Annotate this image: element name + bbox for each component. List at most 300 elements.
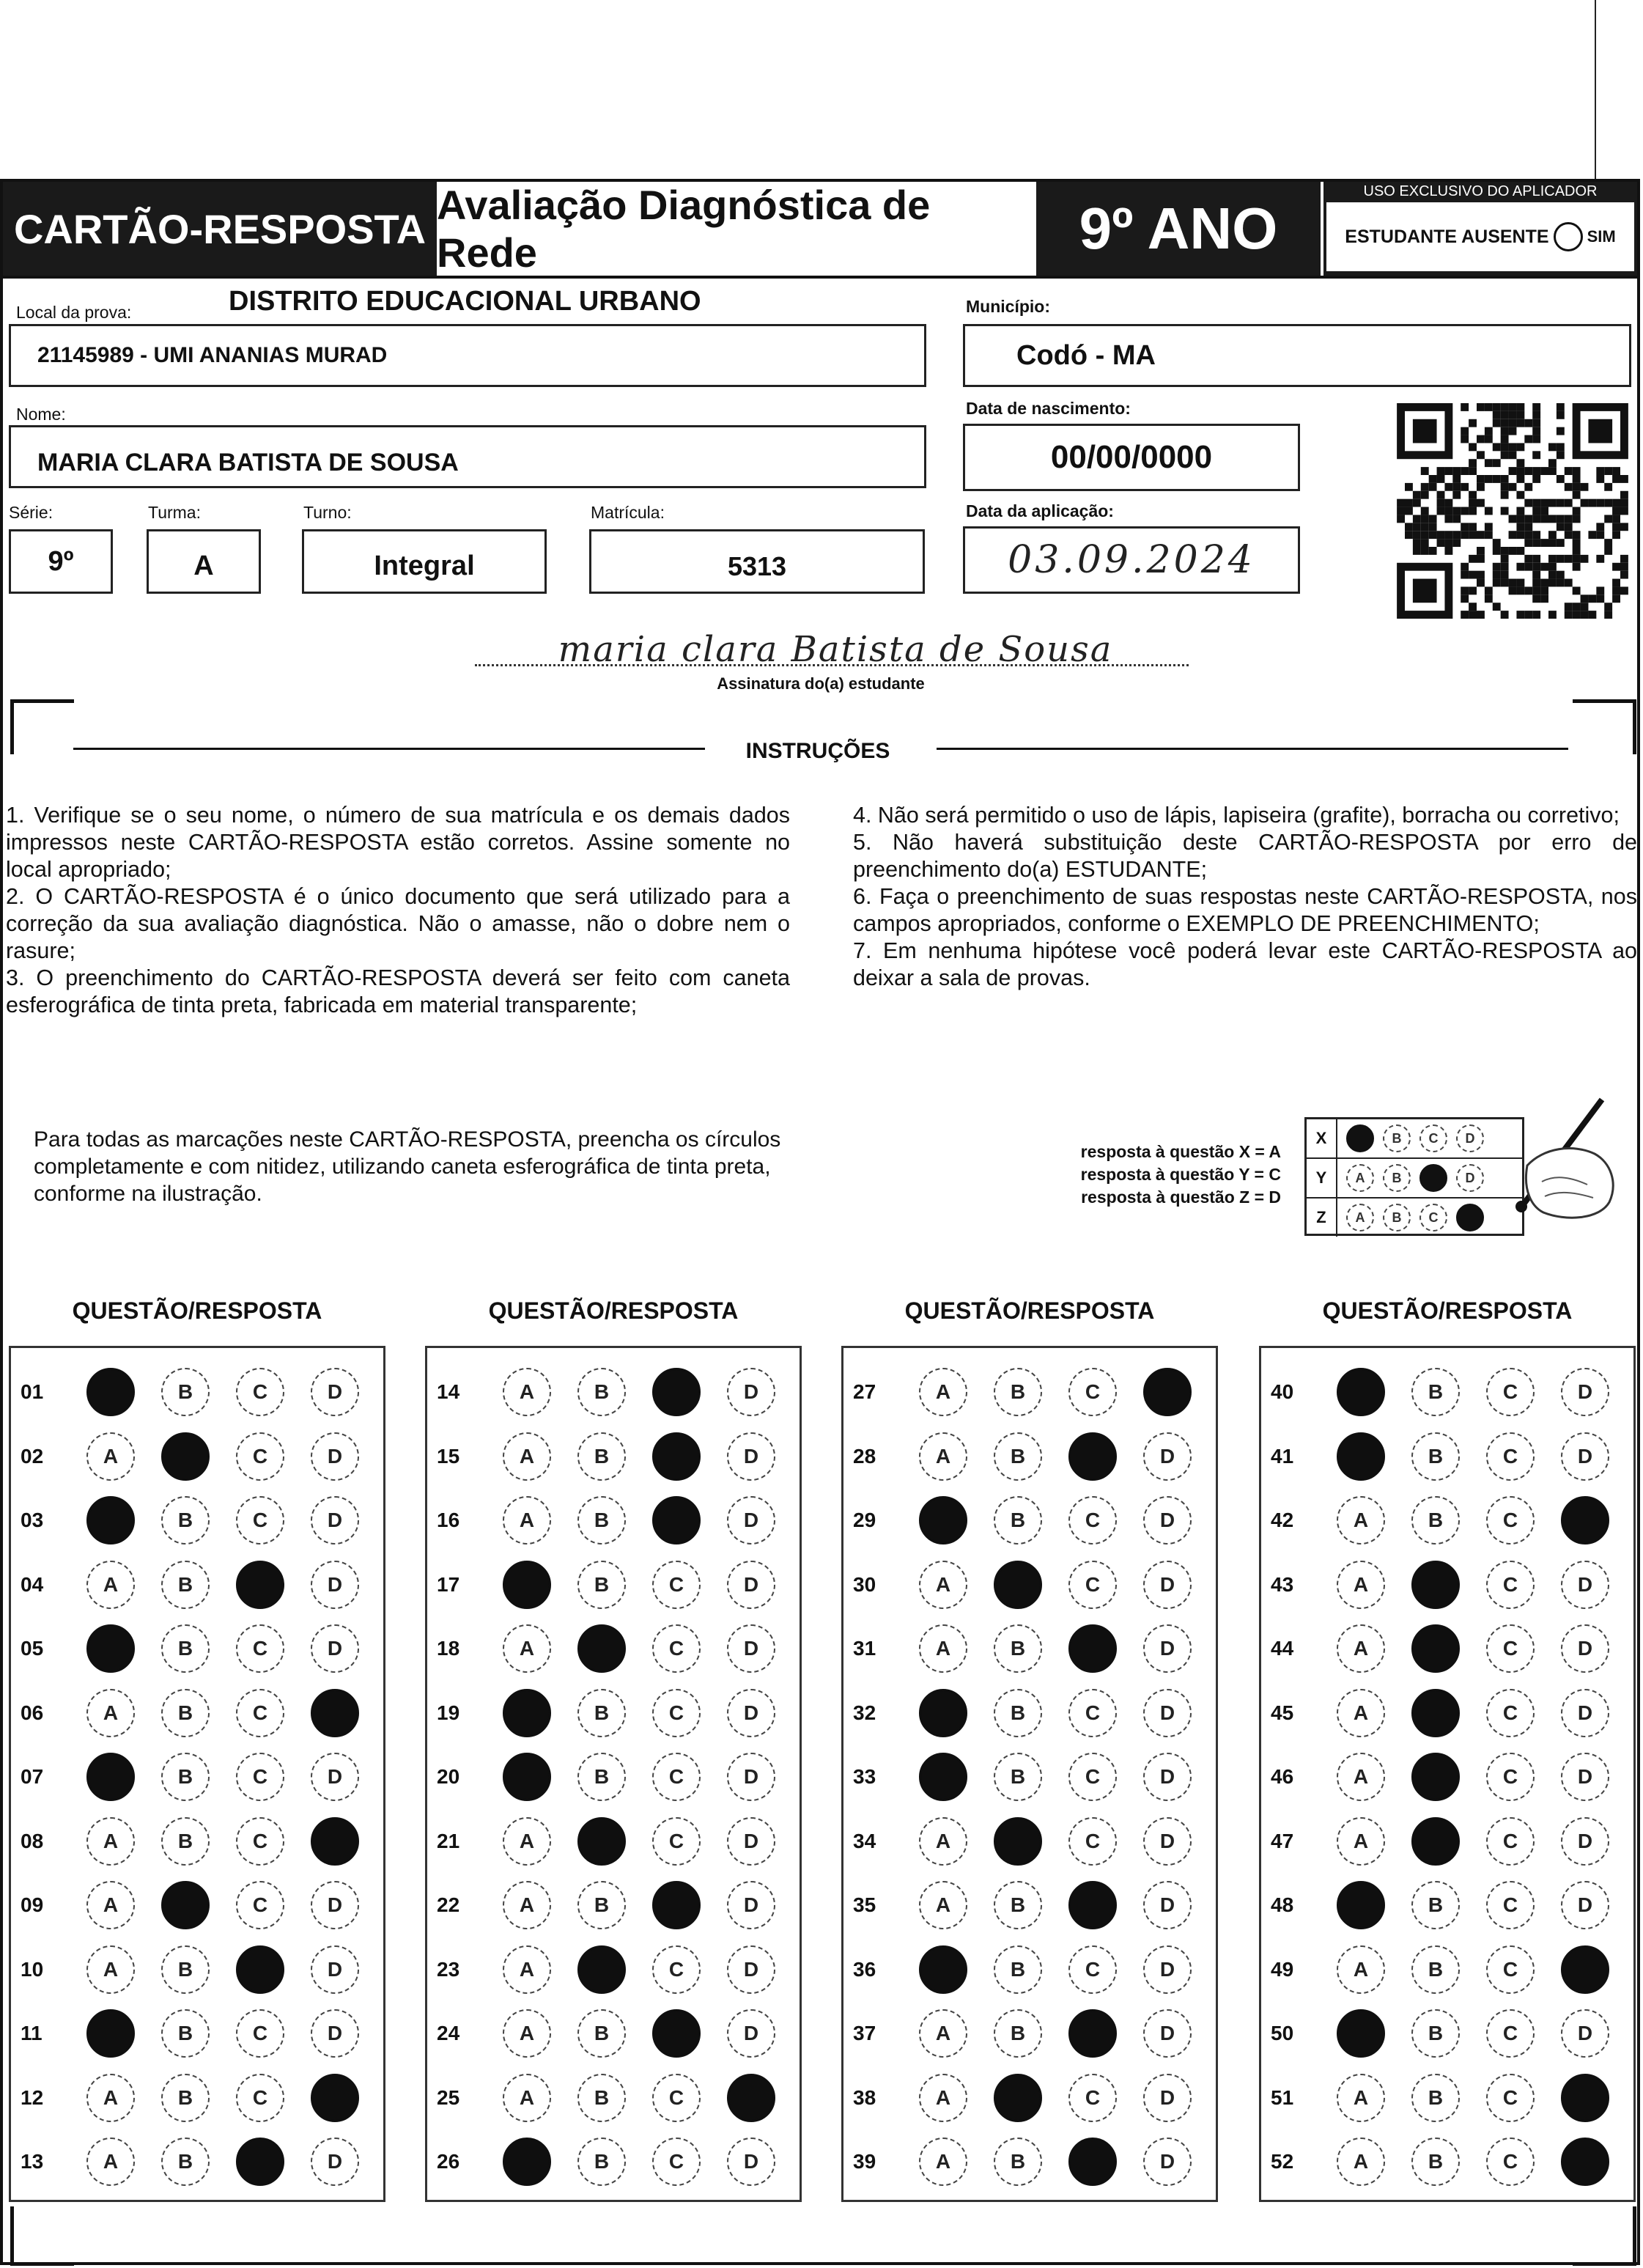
answer-bubble-a[interactable]: A: [503, 1881, 551, 1929]
answer-bubble-a[interactable]: [503, 1689, 551, 1737]
answer-bubble-d[interactable]: [1561, 1496, 1609, 1544]
answer-bubble-b[interactable]: [1411, 1561, 1460, 1609]
answer-bubble-d[interactable]: D: [311, 1624, 359, 1673]
answer-bubble-d[interactable]: [1561, 2074, 1609, 2122]
answer-bubble-d[interactable]: D: [311, 1881, 359, 1929]
answer-bubble-c[interactable]: C: [236, 1432, 284, 1481]
instruction-item: 7. Em nenhuma hipótese você poderá levar este CARTÃO-RESPOSTA ao deixar a sala de provas.: [853, 938, 1637, 990]
answer-bubble-c[interactable]: C: [236, 1881, 284, 1929]
answer-bubble-c[interactable]: [652, 1368, 701, 1416]
answer-bubble-d[interactable]: D: [727, 1753, 775, 1801]
answer-bubble-c[interactable]: C: [236, 1624, 284, 1673]
question-row: [853, 1751, 1208, 1803]
question-number: 28: [853, 1444, 876, 1468]
answer-bubble-b[interactable]: [1411, 1624, 1460, 1673]
corner-top-left: [10, 699, 74, 754]
answer-bubble-c[interactable]: C: [1486, 1881, 1535, 1929]
answer-bubble-d[interactable]: D: [311, 1561, 359, 1609]
answer-bubble-b[interactable]: B: [994, 1945, 1042, 1994]
question-number: 01: [21, 1380, 44, 1403]
answer-bubble-d[interactable]: D: [1561, 1368, 1609, 1416]
example-bubble-a: A: [1346, 1204, 1374, 1231]
answer-bubble-d[interactable]: D: [1561, 1817, 1609, 1866]
answer-bubble-a[interactable]: A: [503, 1945, 551, 1994]
question-row: [853, 2136, 1208, 2187]
answer-bubble-c[interactable]: C: [1486, 1817, 1535, 1866]
answer-bubble-c[interactable]: C: [652, 1817, 701, 1866]
answer-bubble-c[interactable]: C: [236, 1817, 284, 1866]
answer-bubble-c[interactable]: C: [652, 1689, 701, 1737]
question-number: 49: [1271, 1957, 1294, 1981]
question-row: [21, 1751, 375, 1803]
answer-bubble-d[interactable]: D: [727, 1368, 775, 1416]
answer-bubble-d[interactable]: D: [311, 1753, 359, 1801]
question-number: 03: [21, 1509, 44, 1531]
serie-label: Série:: [9, 503, 53, 522]
answer-bubble-a[interactable]: A: [1337, 2074, 1385, 2122]
answer-bubble-b[interactable]: B: [1411, 1432, 1460, 1481]
answer-bubble-c[interactable]: C: [1068, 1753, 1117, 1801]
answer-bubble-a[interactable]: A: [1337, 1945, 1385, 1994]
answer-bubble-d[interactable]: [1143, 1368, 1192, 1416]
answer-bubble-d[interactable]: [1561, 1945, 1609, 1994]
answer-bubble-b[interactable]: B: [577, 1689, 626, 1737]
answer-bubble-d[interactable]: D: [1143, 1561, 1192, 1609]
question-number: 17: [437, 1572, 460, 1596]
answer-bubble-a[interactable]: A: [86, 1945, 135, 1994]
question-row: [21, 1495, 375, 1546]
example-bubble-d: [1456, 1204, 1484, 1231]
answer-bubble-c[interactable]: C: [652, 1561, 701, 1609]
question-number: 08: [21, 1829, 44, 1852]
turma-label: Turma:: [148, 503, 201, 522]
example-row-label: Z: [1307, 1199, 1337, 1237]
local-value: 21145989 - UMI ANANIAS MURAD: [37, 343, 388, 367]
question-row: [853, 2008, 1208, 2059]
answer-bubble-a[interactable]: A: [1337, 1561, 1385, 1609]
absent-bubble[interactable]: [1554, 222, 1583, 251]
question-column-header: QUESTÃO/RESPOSTA: [488, 1297, 739, 1324]
answer-bubble-a[interactable]: A: [919, 1561, 967, 1609]
answer-bubble-a[interactable]: [503, 2138, 551, 2186]
answer-bubble-b[interactable]: [1411, 1753, 1460, 1801]
answer-bubble-a[interactable]: [1337, 2009, 1385, 2058]
answer-bubble-a[interactable]: A: [86, 2074, 135, 2122]
answer-bubble-b[interactable]: B: [161, 1368, 210, 1416]
question-row: [21, 1687, 375, 1739]
answer-bubble-b[interactable]: [994, 1561, 1042, 1609]
answer-bubble-b[interactable]: B: [994, 1624, 1042, 1673]
example-bubble-d: D: [1456, 1124, 1484, 1152]
answer-bubble-b[interactable]: B: [161, 2009, 210, 2058]
answer-bubble-c[interactable]: [1068, 2009, 1117, 2058]
answer-bubble-b[interactable]: [161, 1881, 210, 1929]
answer-bubble-a[interactable]: A: [919, 2009, 967, 2058]
answer-bubble-a[interactable]: A: [1337, 1753, 1385, 1801]
answer-bubble-c[interactable]: C: [236, 2074, 284, 2122]
question-row: [437, 2136, 791, 2187]
answer-bubble-c[interactable]: [652, 1432, 701, 1481]
answer-bubble-c[interactable]: [1068, 2138, 1117, 2186]
matricula-field: [589, 529, 925, 594]
answer-bubble-a[interactable]: A: [86, 1561, 135, 1609]
answer-bubble-c[interactable]: C: [1486, 1432, 1535, 1481]
question-number: 30: [853, 1572, 876, 1596]
answer-bubble-d[interactable]: D: [1561, 1689, 1609, 1737]
question-row: [437, 1751, 791, 1803]
answer-bubble-d[interactable]: D: [727, 2009, 775, 2058]
answer-bubble-a[interactable]: [86, 1753, 135, 1801]
answer-bubble-c[interactable]: C: [1486, 2138, 1535, 2186]
answer-bubble-a[interactable]: A: [503, 2009, 551, 2058]
matricula-value: 5313: [727, 551, 787, 581]
nome-field: [9, 425, 926, 488]
answer-bubble-b[interactable]: B: [994, 2009, 1042, 2058]
question-row: [21, 1623, 375, 1674]
answer-bubble-b[interactable]: B: [1411, 1945, 1460, 1994]
example-bubble-c: [1419, 1164, 1447, 1192]
answer-bubble-b[interactable]: B: [161, 1624, 210, 1673]
answer-bubble-b[interactable]: [577, 1817, 626, 1866]
answer-bubble-c[interactable]: [652, 2009, 701, 2058]
answer-bubble-c[interactable]: C: [652, 1624, 701, 1673]
question-number: 06: [21, 1701, 44, 1724]
answer-bubble-c[interactable]: C: [236, 1368, 284, 1416]
answer-bubble-b[interactable]: B: [1411, 1881, 1460, 1929]
question-row: [21, 1431, 375, 1482]
answer-bubble-c[interactable]: [236, 2138, 284, 2186]
answer-bubble-c[interactable]: C: [1068, 2074, 1117, 2122]
answer-bubble-d[interactable]: D: [311, 1496, 359, 1544]
answer-bubble-b[interactable]: B: [994, 1432, 1042, 1481]
answer-bubble-b[interactable]: B: [1411, 2138, 1460, 2186]
answer-bubble-d[interactable]: D: [1143, 1689, 1192, 1737]
answer-bubble-a[interactable]: A: [919, 1432, 967, 1481]
answer-bubble-b[interactable]: B: [161, 1817, 210, 1866]
answer-bubble-b[interactable]: B: [577, 1753, 626, 1801]
question-number: 12: [21, 2085, 44, 2109]
question-row: [1271, 2008, 1625, 2059]
answer-bubble-c[interactable]: C: [1068, 1496, 1117, 1544]
question-row: [437, 1944, 791, 1995]
question-row: [437, 1687, 791, 1739]
question-row: [437, 2072, 791, 2124]
answer-bubble-a[interactable]: [503, 1561, 551, 1609]
answer-bubble-a[interactable]: A: [86, 1817, 135, 1866]
answer-bubble-b[interactable]: B: [577, 1368, 626, 1416]
answer-bubble-c[interactable]: [652, 1496, 701, 1544]
answer-bubble-b[interactable]: B: [994, 1881, 1042, 1929]
question-row: [21, 1816, 375, 1867]
answer-bubble-a[interactable]: [1337, 1881, 1385, 1929]
answer-bubble-a[interactable]: [1337, 1368, 1385, 1416]
question-number: 37: [853, 2022, 876, 2044]
answer-bubble-a[interactable]: [919, 1689, 967, 1737]
nascimento-value: 00/00/0000: [1050, 439, 1213, 475]
matricula-label: Matrícula:: [591, 503, 665, 522]
answer-bubble-a[interactable]: [919, 1753, 967, 1801]
answer-bubble-d[interactable]: D: [1143, 1881, 1192, 1929]
question-number: 21: [437, 1829, 460, 1852]
answer-bubble-d[interactable]: D: [1561, 1624, 1609, 1673]
answer-bubble-b[interactable]: B: [577, 1432, 626, 1481]
answer-bubble-c[interactable]: C: [1068, 1368, 1117, 1416]
answer-bubble-d[interactable]: D: [727, 1624, 775, 1673]
answer-bubble-a[interactable]: A: [1337, 1624, 1385, 1673]
answer-bubble-b[interactable]: B: [1411, 1368, 1460, 1416]
answer-bubble-b[interactable]: B: [161, 2074, 210, 2122]
answer-bubble-b[interactable]: B: [1411, 1496, 1460, 1544]
question-number: 11: [21, 2022, 43, 2044]
answer-bubble-a[interactable]: A: [86, 1689, 135, 1737]
answer-bubble-b[interactable]: [1411, 1817, 1460, 1866]
answer-bubble-b[interactable]: B: [577, 2138, 626, 2186]
answer-bubble-d[interactable]: D: [1143, 1432, 1192, 1481]
answer-bubble-c[interactable]: C: [1486, 1624, 1535, 1673]
answer-bubble-c[interactable]: C: [1486, 1368, 1535, 1416]
answer-bubble-a[interactable]: [919, 1945, 967, 1994]
example-bubble-a: A: [1346, 1164, 1374, 1192]
question-row: [1271, 1431, 1625, 1482]
answer-bubble-a[interactable]: [86, 2009, 135, 2058]
answer-bubble-c[interactable]: C: [1486, 1496, 1535, 1544]
answer-bubble-a[interactable]: A: [503, 1496, 551, 1544]
answer-bubble-c[interactable]: [1068, 1624, 1117, 1673]
answer-bubble-a[interactable]: [86, 1496, 135, 1544]
question-number: 51: [1271, 2085, 1294, 2109]
answer-bubble-c[interactable]: C: [1486, 2074, 1535, 2122]
question-row: [21, 1944, 375, 1995]
question-number: 19: [437, 1701, 460, 1724]
answer-bubble-c[interactable]: C: [1486, 1689, 1535, 1737]
answer-bubble-b[interactable]: B: [161, 2138, 210, 2186]
answer-bubble-a[interactable]: A: [503, 1624, 551, 1673]
answer-bubble-b[interactable]: B: [994, 1689, 1042, 1737]
answer-bubble-c[interactable]: C: [1486, 2009, 1535, 2058]
aplicacao-value: 03.09.2024: [1008, 538, 1255, 582]
answer-bubble-d[interactable]: D: [727, 1945, 775, 1994]
answer-bubble-c[interactable]: C: [1068, 1945, 1117, 1994]
answer-bubble-b[interactable]: [994, 2074, 1042, 2122]
answer-bubble-a[interactable]: A: [86, 1432, 135, 1481]
answer-bubble-a[interactable]: A: [919, 2074, 967, 2122]
grade-title: 9º ANO: [1036, 182, 1321, 276]
question-row: [853, 2072, 1208, 2124]
answer-bubble-c[interactable]: C: [236, 2009, 284, 2058]
answer-bubble-d[interactable]: D: [727, 1561, 775, 1609]
answer-bubble-a[interactable]: A: [86, 2138, 135, 2186]
answer-bubble-d[interactable]: [727, 2074, 775, 2122]
answer-bubble-a[interactable]: A: [1337, 1817, 1385, 1866]
answer-bubble-b[interactable]: [161, 1432, 210, 1481]
answer-bubble-d[interactable]: D: [727, 1881, 775, 1929]
question-number: 24: [437, 2022, 460, 2044]
answer-bubble-c[interactable]: [1068, 1881, 1117, 1929]
answer-bubble-b[interactable]: B: [577, 2074, 626, 2122]
question-row: [21, 2072, 375, 2124]
answer-bubble-c[interactable]: [236, 1561, 284, 1609]
answer-bubble-d[interactable]: [311, 1817, 359, 1866]
question-number: 48: [1271, 1893, 1294, 1916]
answer-bubble-c[interactable]: C: [236, 1689, 284, 1737]
example-bubble-d: D: [1456, 1164, 1484, 1192]
question-row: [437, 1495, 791, 1546]
answer-bubble-d[interactable]: D: [311, 2009, 359, 2058]
question-number: 22: [437, 1893, 460, 1916]
answer-bubble-c[interactable]: C: [652, 2138, 701, 2186]
question-row: [1271, 1559, 1625, 1610]
question-number: 14: [437, 1380, 460, 1403]
answer-bubble-b[interactable]: B: [577, 1561, 626, 1609]
answer-bubble-d[interactable]: D: [1561, 1432, 1609, 1481]
district-name: DISTRITO EDUCACIONAL URBANO: [229, 286, 701, 317]
answer-bubble-a[interactable]: A: [919, 1624, 967, 1673]
answer-bubble-d[interactable]: D: [727, 1432, 775, 1481]
answer-bubble-a[interactable]: [1337, 1432, 1385, 1481]
answer-bubble-d[interactable]: D: [1561, 1561, 1609, 1609]
pen-hand-icon: [1485, 1095, 1624, 1234]
answer-bubble-b[interactable]: B: [161, 1945, 210, 1994]
answer-bubble-b[interactable]: B: [161, 1753, 210, 1801]
answer-bubble-d[interactable]: D: [1143, 2138, 1192, 2186]
answer-bubble-d[interactable]: D: [311, 1945, 359, 1994]
question-row: [853, 1816, 1208, 1867]
question-number: 52: [1271, 2150, 1294, 2173]
answer-bubble-d[interactable]: [311, 1689, 359, 1737]
question-row: [437, 1431, 791, 1482]
answer-bubble-a[interactable]: A: [503, 2074, 551, 2122]
answer-bubble-d[interactable]: [1561, 2138, 1609, 2186]
answer-bubble-a[interactable]: [919, 1496, 967, 1544]
answer-bubble-b[interactable]: B: [161, 1689, 210, 1737]
answer-bubble-d[interactable]: D: [1561, 1881, 1609, 1929]
answer-bubble-a[interactable]: A: [86, 1881, 135, 1929]
answer-bubble-a[interactable]: [503, 1753, 551, 1801]
answer-bubble-a[interactable]: A: [919, 1881, 967, 1929]
answer-bubble-b[interactable]: [577, 1945, 626, 1994]
answer-bubble-a[interactable]: A: [919, 1817, 967, 1866]
instruction-item: 6. Faça o preenchimento de suas respostas neste CARTÃO-RESPOSTA, nos campos apropriados, conforme o EXEMPLO DE PREENCHIMENTO;: [853, 884, 1637, 936]
answer-bubble-c[interactable]: C: [1486, 1945, 1535, 1994]
answer-bubble-c[interactable]: C: [1068, 1689, 1117, 1737]
answer-bubble-b[interactable]: B: [994, 1368, 1042, 1416]
answer-bubble-b[interactable]: B: [994, 1753, 1042, 1801]
local-field: [9, 324, 926, 387]
answer-bubble-c[interactable]: C: [1068, 1817, 1117, 1866]
answer-bubble-a[interactable]: A: [1337, 1496, 1385, 1544]
fill-note: Para todas as marcações neste CARTÃO-RESPOSTA, preencha os círculos completamente e com nitidez, utilizando caneta esferográfica de tinta preta, conforme na ilustração.: [34, 1127, 781, 1206]
answer-bubble-c[interactable]: C: [236, 1753, 284, 1801]
question-row: [853, 1623, 1208, 1674]
answer-bubble-c[interactable]: C: [1068, 1561, 1117, 1609]
answer-bubble-c[interactable]: [1068, 1432, 1117, 1481]
answer-bubble-b[interactable]: B: [577, 1881, 626, 1929]
answer-bubble-d[interactable]: D: [727, 1689, 775, 1737]
question-number: 36: [853, 1957, 876, 1981]
question-number: 26: [437, 2150, 460, 2173]
answer-bubble-d[interactable]: D: [727, 1817, 775, 1866]
instruction-item: 3. O preenchimento do CARTÃO-RESPOSTA deverá ser feito com caneta esferográfica de tinta preta, fabricada em material transparente;: [6, 965, 790, 1017]
answer-bubble-a[interactable]: [86, 1368, 135, 1416]
answer-bubble-d[interactable]: D: [1143, 1945, 1192, 1994]
question-number: 38: [853, 2085, 876, 2109]
answer-bubble-d[interactable]: D: [1143, 1496, 1192, 1544]
aplicacao-label: Data da aplicação:: [966, 501, 1114, 520]
answer-bubble-c[interactable]: C: [652, 2074, 701, 2122]
answer-bubble-b[interactable]: B: [577, 2009, 626, 2058]
applicator-box: [1323, 182, 1637, 276]
answer-bubble-d[interactable]: D: [727, 2138, 775, 2186]
question-row: [1271, 1879, 1625, 1931]
instructions-rule-left: [73, 748, 705, 750]
question-number: 43: [1271, 1572, 1294, 1596]
answer-bubble-b[interactable]: B: [161, 1496, 210, 1544]
corner-bottom-right: [1573, 2206, 1636, 2266]
answer-bubble-d[interactable]: D: [1143, 1753, 1192, 1801]
answer-bubble-b[interactable]: B: [994, 1496, 1042, 1544]
answer-bubble-d[interactable]: D: [1143, 1624, 1192, 1673]
answer-bubble-d[interactable]: D: [1143, 1817, 1192, 1866]
example-row-label: X: [1307, 1119, 1337, 1157]
answer-bubble-d[interactable]: D: [1143, 2009, 1192, 2058]
question-row: [853, 1559, 1208, 1610]
answer-bubble-c[interactable]: C: [1486, 1561, 1535, 1609]
answer-bubble-b[interactable]: B: [1411, 2074, 1460, 2122]
instructions-left: [6, 802, 790, 1019]
question-number: 25: [437, 2085, 460, 2109]
answer-bubble-b[interactable]: [1411, 1689, 1460, 1737]
instructions-title: INSTRUÇÕES: [745, 739, 890, 763]
question-number: 02: [21, 1444, 44, 1468]
question-number: 50: [1271, 2022, 1294, 2044]
answer-bubble-d[interactable]: D: [1561, 1753, 1609, 1801]
example-bubble-b: B: [1383, 1204, 1411, 1231]
answer-bubble-d[interactable]: D: [311, 1368, 359, 1416]
answer-bubble-b[interactable]: [994, 1817, 1042, 1866]
answer-bubble-a[interactable]: A: [503, 1817, 551, 1866]
answer-bubble-d[interactable]: D: [1143, 2074, 1192, 2122]
question-row: [853, 1879, 1208, 1931]
answer-bubble-a[interactable]: [86, 1624, 135, 1673]
answer-bubble-a[interactable]: A: [503, 1368, 551, 1416]
answer-bubble-a[interactable]: A: [919, 2138, 967, 2186]
answer-bubble-b[interactable]: B: [994, 2138, 1042, 2186]
answer-bubble-b[interactable]: B: [161, 1561, 210, 1609]
question-number: 31: [853, 1637, 876, 1660]
answer-bubble-d[interactable]: D: [727, 1496, 775, 1544]
answer-bubble-c[interactable]: C: [236, 1496, 284, 1544]
answer-bubble-c[interactable]: [652, 1881, 701, 1929]
answer-bubble-b[interactable]: B: [577, 1496, 626, 1544]
answer-bubble-c[interactable]: C: [1486, 1753, 1535, 1801]
answer-bubble-c[interactable]: [236, 1945, 284, 1994]
question-number: 20: [437, 1765, 460, 1788]
answer-bubble-d[interactable]: [311, 2074, 359, 2122]
answer-bubble-d[interactable]: D: [311, 1432, 359, 1481]
question-number: 45: [1271, 1701, 1294, 1724]
answer-bubble-c[interactable]: C: [652, 1945, 701, 1994]
answer-bubble-d[interactable]: D: [311, 2138, 359, 2186]
answer-bubble-b[interactable]: [577, 1624, 626, 1673]
answer-bubble-a[interactable]: A: [919, 1368, 967, 1416]
answer-bubble-a[interactable]: A: [503, 1432, 551, 1481]
answer-bubble-d[interactable]: D: [1561, 2009, 1609, 2058]
answer-bubble-b[interactable]: B: [1411, 2009, 1460, 2058]
example-line: resposta à questão Y = C: [1080, 1165, 1281, 1184]
answer-bubble-a[interactable]: A: [1337, 2138, 1385, 2186]
answer-bubble-c[interactable]: C: [652, 1753, 701, 1801]
answer-bubble-a[interactable]: A: [1337, 1689, 1385, 1737]
